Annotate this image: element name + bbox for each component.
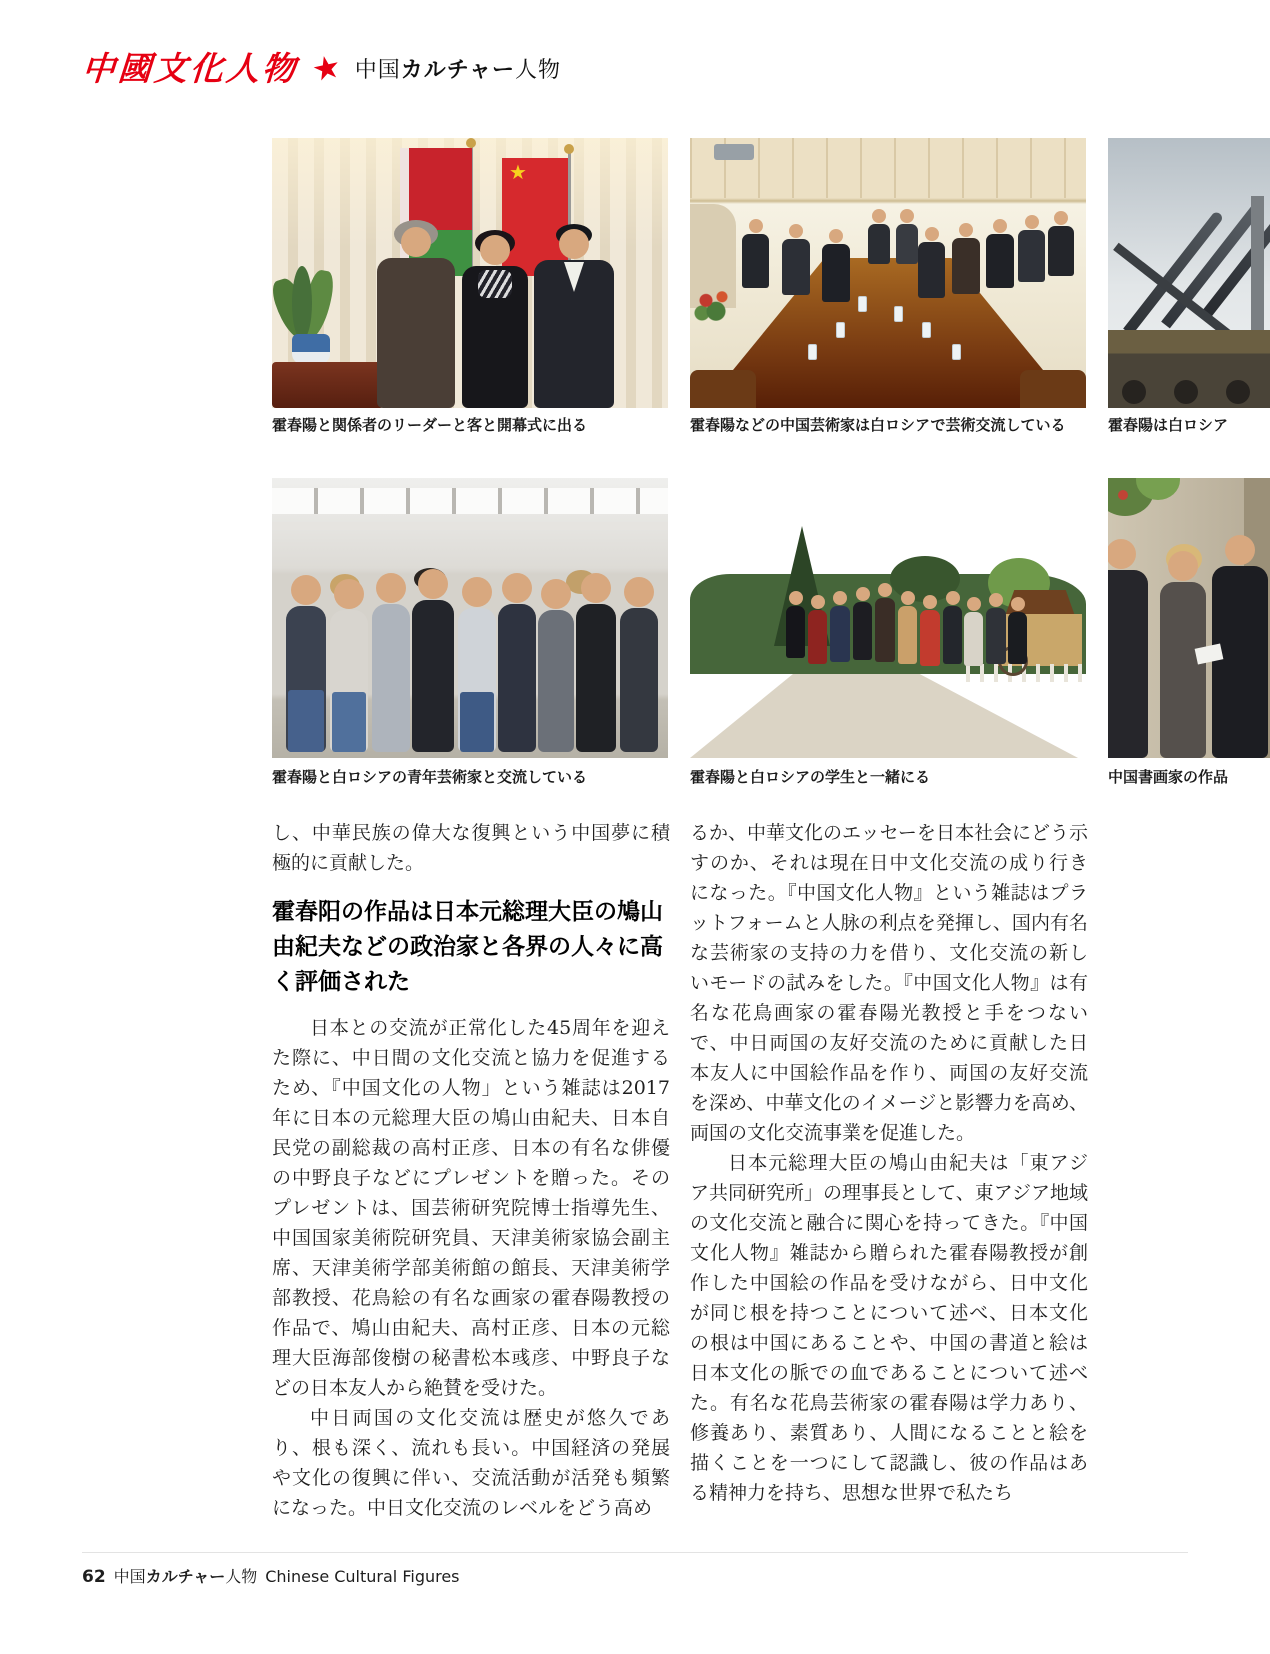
photo-caption: 霍春陽は白ロシア: [1108, 416, 1229, 434]
person-figure: [538, 610, 574, 752]
truck-wheel: [1174, 380, 1198, 404]
title-bold: カルチャー: [400, 57, 516, 83]
page-footer: [82, 1564, 460, 1587]
person-figure: [853, 602, 872, 660]
masthead: [82, 48, 561, 88]
person-figure: [830, 606, 850, 662]
magazine-title-japanese: [355, 53, 561, 84]
photo-caption: 霍春陽と白ロシアの学生と一緒にる: [690, 768, 931, 786]
body-paragraph: 中日両国の文化交流は歴史が悠久であり、根も深く、流れも長い。中国経済の発展や文化の復興に伴い、交流活動が活発も頻繁になった。中日文化交流のレベルをどう高め: [272, 1407, 670, 1519]
footer-title-bold: カルチャー: [145, 1567, 226, 1586]
jeans: [288, 690, 324, 752]
paragraph-continuation: し、中華民族の偉大な復興という中国夢に積極的に貢献した。: [272, 822, 670, 874]
flower: [1118, 490, 1128, 500]
person-figure: [1008, 612, 1027, 664]
water-bottle: [808, 344, 817, 360]
person-figure: [782, 239, 810, 295]
water-bottle: [922, 322, 931, 338]
page-number: 62: [82, 1567, 106, 1587]
footer-rule: [82, 1552, 1188, 1553]
striped-scarf: [478, 270, 512, 298]
dirt-path: [690, 674, 1086, 758]
flagpole-finial: [564, 144, 574, 154]
footer-title-english: Chinese Cultural Figures: [265, 1567, 460, 1586]
truck-wheel: [1226, 380, 1250, 404]
water-bottle: [836, 322, 845, 338]
footer-title-post: 人物: [225, 1567, 258, 1586]
person-figure: [896, 224, 918, 264]
jeans: [460, 692, 494, 752]
footer-title-pre: 中国: [113, 1567, 146, 1586]
photo-opening-ceremony: [272, 138, 668, 408]
person-figure: [808, 610, 827, 664]
body-paragraph: 日本との交流が正常化した45周年を迎えた際に、中日間の文化交流と協力を促進するため、『中国文化の人物」という雑誌は2017年に日本の元総理大臣の鳩山由紀夫、日本自民党の副総裁の高村正彦、日本の有名な俳優の中野良子などにプレゼントを贈った。そのプレゼントは、国芸術研究院博士指導先生、中国国家美術院研究員、天津美術家協会副主席、天津美術学部美術館の館長、天津美術学部教授、花鳥絵の有名な画家の霍春陽教授の作品で、鳩山由紀夫、高村正彦、日本の元総理大臣海部俊樹の秘書松本彧彦、中野良子などの日本友人から絶賛を受けた。: [272, 1017, 670, 1399]
star-icon: ★: [308, 46, 345, 90]
jeans: [332, 692, 366, 752]
person-figure: [576, 604, 616, 752]
ceiling-beam: [272, 522, 668, 530]
person-figure: [952, 238, 980, 294]
chair: [1020, 370, 1086, 408]
person-figure: [372, 604, 410, 752]
photo-young-artists-group: [272, 478, 668, 758]
cloud: [724, 494, 820, 520]
person-figure: [1018, 230, 1045, 282]
person-figure: [986, 234, 1014, 288]
cloud: [840, 484, 964, 514]
truck-wheel: [1122, 380, 1146, 404]
photo-caption: 霍春陽などの中国芸術家は白ロシアで芸術交流している: [690, 416, 1066, 434]
person-figure: [1048, 226, 1074, 276]
ac-vent-icon: [714, 144, 754, 160]
water-bottle: [858, 296, 867, 312]
title-pre: 中国: [354, 57, 401, 83]
person-figure: [1108, 570, 1148, 758]
photo-students-outdoor: [690, 478, 1086, 758]
photo-caption: 霍春陽と白ロシアの青年芸術家と交流している: [272, 768, 588, 786]
flagpole-finial: [466, 138, 476, 148]
person-figure: [898, 606, 917, 664]
chair: [690, 370, 756, 408]
person-figure: [822, 244, 850, 302]
water-bottle: [952, 344, 961, 360]
flower-arrangement: [694, 286, 734, 322]
person-figure: [918, 242, 945, 298]
photo-caption: 霍春陽と関係者のリーダーと客と開幕式に出る: [272, 416, 588, 434]
person-figure: [943, 606, 962, 664]
section-heading: 霍春阳の作品は日本元総理大臣の鳩山由紀夫などの政治家と各界の人々に高く評価された: [272, 899, 663, 995]
footer-magazine-title: [114, 1564, 258, 1587]
body-paragraph: るか、中華文化のエッセーを日本社会にどう示すのか、それは現在日中文化交流の成り行きになった。『中国文化人物』という雑誌はプラットフォームと人脉の利点を発揮し、国内有名な芸術家の支持の力を借り、文化交流の新しいモードの試みをした。『中国文化人物』は有名な花鳥画家の霍春陽光教授と手をつないで、中日両国の友好交流のために貢献した日本友人に中国絵作品を作り、両国の友好交流を深め、中華文化のイメージと影響力を高め、両国の文化交流事業を促進した。: [690, 822, 1088, 1144]
photo-military-museum: [1108, 138, 1270, 408]
person-figure: [786, 606, 805, 658]
photo-calligraphers: [1108, 478, 1270, 758]
person-figure: [986, 608, 1006, 664]
person-figure: [868, 224, 890, 264]
body-paragraph: 日本元総理大臣の鳩山由紀夫は「東アジア共同研究所」の理事長として、東アジア地域の文化交流と融合に関心を持ってきた。『中国文化人物』雑誌から贈られた霍春陽教授が創作した中国絵の作品を受けながら、日中文化が同じ根を持つことについて述べ、日本文化の根は中国にあることや、中国の書道と絵は日本文化の脈での血であることについて述べた。有名な花鳥芸術家の霍春陽は学力あり、修養あり、素質あり、人間になることと絵を描くことを一つにして認識し、彼の作品はある精神力を持ち、思想な世界で私たち: [690, 1152, 1088, 1504]
person-figure: [1160, 582, 1206, 758]
water-bottle: [894, 306, 903, 322]
article-left-column: [272, 818, 670, 1523]
person-figure: [875, 598, 895, 662]
person-figure: [377, 258, 455, 408]
article-right-column: [690, 818, 1088, 1508]
plant-leaves: [292, 266, 312, 340]
person-figure: [920, 610, 940, 666]
window-band: [272, 488, 668, 514]
person-figure: [498, 604, 536, 752]
person-figure: [742, 234, 769, 288]
person-figure: [964, 612, 983, 666]
magazine-logo-calligraphy: 中國文化人物: [80, 48, 300, 88]
title-post: 人物: [515, 57, 562, 83]
plant-pot: [292, 334, 330, 364]
support-mast: [1251, 196, 1264, 346]
person-figure: [1212, 566, 1268, 758]
photo-caption: 中国書画家の作品: [1108, 768, 1229, 786]
person-figure: [620, 608, 658, 752]
belarus-flag: [400, 148, 472, 276]
photo-conference-meeting: [690, 138, 1086, 408]
china-flag: [502, 158, 568, 276]
cloud: [976, 498, 1072, 522]
side-table: [272, 362, 384, 408]
person-figure: [412, 600, 454, 752]
